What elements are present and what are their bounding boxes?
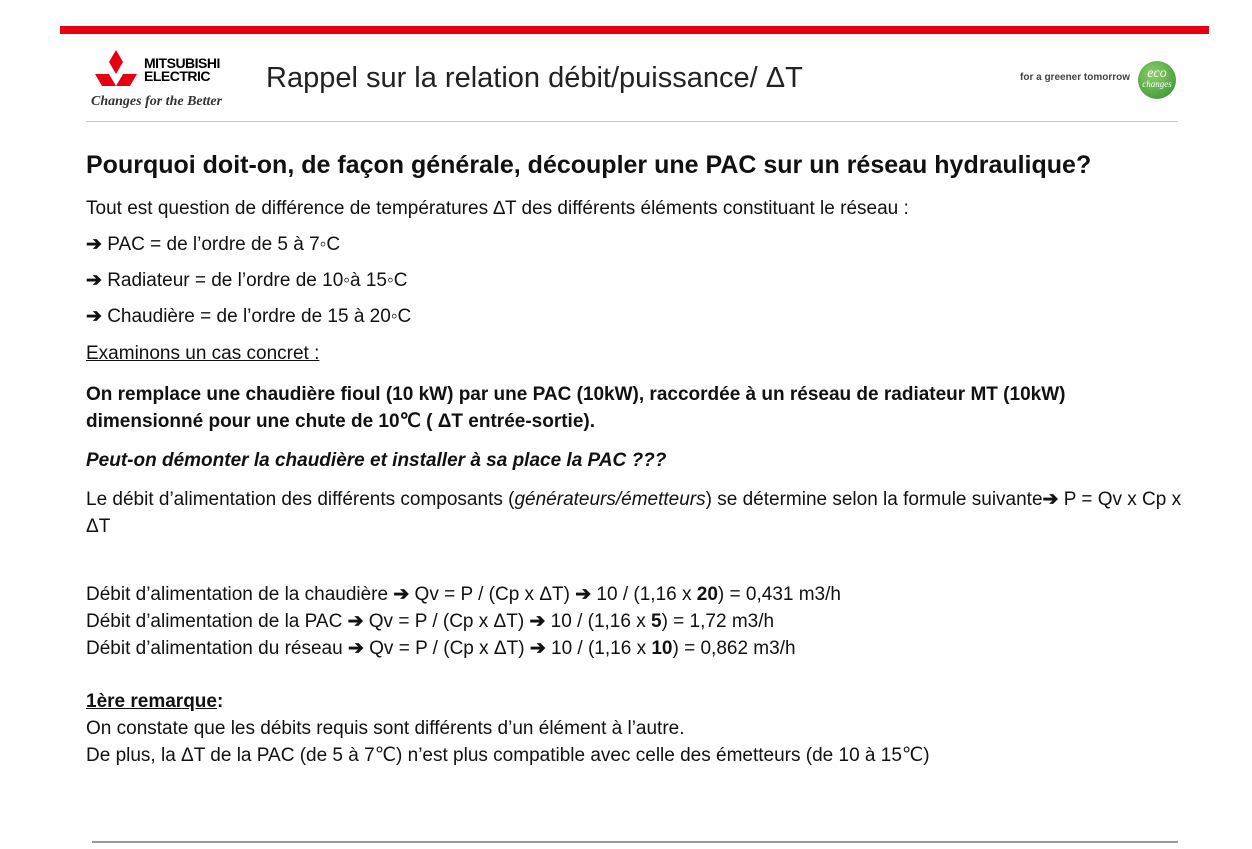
calc-delta-t: 10 <box>651 638 673 659</box>
brand-line1: MITSUBISHI <box>144 55 220 71</box>
slide-body <box>86 150 1186 769</box>
eco-tagline: for a greener tomorrow <box>1020 72 1131 83</box>
intro-text: Tout est question de différence de températures ∆T des différents éléments constituant le réseau : <box>86 198 909 219</box>
brand-line2: ELECTRIC <box>144 68 210 84</box>
arrow-icon: ➔ <box>393 584 410 605</box>
top-red-bar <box>60 26 1209 34</box>
eco-badge-line1: eco <box>1147 66 1167 81</box>
header-divider <box>86 121 1178 122</box>
footer-divider <box>92 841 1178 843</box>
formula-italic: générateurs/émetteurs <box>514 489 706 510</box>
bullet-text: Chaudière = de l’ordre de 15 à 20◦C <box>107 306 412 327</box>
calculations <box>86 581 1186 662</box>
calc-expr: 10 / (1,16 x <box>545 611 651 632</box>
calc-expr: 10 / (1,16 x <box>545 638 652 659</box>
calc-line-reseau <box>86 635 1186 662</box>
bullet-pac <box>86 231 1186 258</box>
question-text: Peut-on démonter la chaudière et installer à sa place la PAC ??? <box>86 450 667 471</box>
calc-formula: Qv = P / (Cp x ΔT) <box>363 638 530 659</box>
arrow-icon: ➔ <box>347 611 364 632</box>
arrow-icon: ➔ <box>347 638 364 659</box>
arrow-icon: ➔ <box>529 611 546 632</box>
calc-label: Débit d’alimentation de la PAC <box>86 611 348 632</box>
arrow-icon: ➔ <box>86 306 102 327</box>
formula-text-part2: ) se détermine selon la formule suivante <box>705 489 1043 510</box>
calc-result: ) = 0,431 m3/h <box>717 584 841 605</box>
brand-tagline: Changes for the Better <box>91 94 223 109</box>
bullet-text: Radiateur = de l’ordre de 10◦à 15◦C <box>107 270 408 291</box>
calc-formula: Qv = P / (Cp x ΔT) <box>363 611 530 632</box>
calc-formula: Qv = P / (Cp x ΔT) <box>409 584 576 605</box>
calc-label: Débit d’alimentation du réseau <box>86 638 348 659</box>
remark-line1: On constate que les débits requis sont différents d’un élément à l’autre. <box>86 718 685 739</box>
calc-delta-t: 5 <box>651 611 662 632</box>
arrow-icon: ➔ <box>86 234 102 255</box>
calc-line-chaudiere <box>86 581 1186 608</box>
remark-line2: De plus, la ΔT de la PAC (de 5 à 7℃) n’est plus compatible avec celle des émetteurs (de 10 à 15℃) <box>86 745 930 766</box>
calc-line-pac <box>86 608 1186 635</box>
bullet-chaudiere <box>86 303 1186 330</box>
calc-result: ) = 0,862 m3/h <box>672 638 796 659</box>
remark-title: 1ère remarque <box>86 691 217 712</box>
arrow-icon: ➔ <box>575 584 592 605</box>
calc-result: ) = 1,72 m3/h <box>661 611 775 632</box>
calc-label: Débit d’alimentation de la chaudière <box>86 584 394 605</box>
eco-badge-line2: changes <box>1142 79 1172 89</box>
main-heading: Pourquoi doit-on, de façon générale, découpler une PAC sur un réseau hydraulique? <box>86 151 1092 179</box>
eco-changes-logo <box>1138 61 1176 99</box>
formula: P = Qv x Cp x ΔT <box>86 489 1182 537</box>
remark-colon: : <box>216 691 224 712</box>
calc-delta-t: 20 <box>696 584 718 605</box>
arrow-icon: ➔ <box>86 270 102 291</box>
case-description: On remplace une chaudière fioul (10 kW) par une PAC (10kW), raccordée à un réseau de radiateur MT (10kW) dimensionné pour une chute de 10℃ ( ΔT entrée-sortie). <box>86 384 1066 432</box>
remark-heading <box>86 688 1186 715</box>
remark-section <box>86 688 1186 769</box>
bullet-radiateur <box>86 267 1186 294</box>
mitsubishi-logo <box>86 48 246 114</box>
examine-label: Examinons un cas concret : <box>86 343 320 364</box>
arrow-icon: ➔ <box>1042 489 1059 510</box>
calc-expr: 10 / (1,16 x <box>591 584 697 605</box>
slide-title: Rappel sur la relation débit/puissance/ ΔT <box>266 62 803 94</box>
formula-text-part1: Le débit d’alimentation des différents composants ( <box>86 489 515 510</box>
formula-paragraph <box>86 486 1186 540</box>
three-diamonds-icon <box>88 48 144 94</box>
arrow-icon: ➔ <box>529 638 546 659</box>
bullet-text: PAC = de l’ordre de 5 à 7◦C <box>107 234 341 255</box>
